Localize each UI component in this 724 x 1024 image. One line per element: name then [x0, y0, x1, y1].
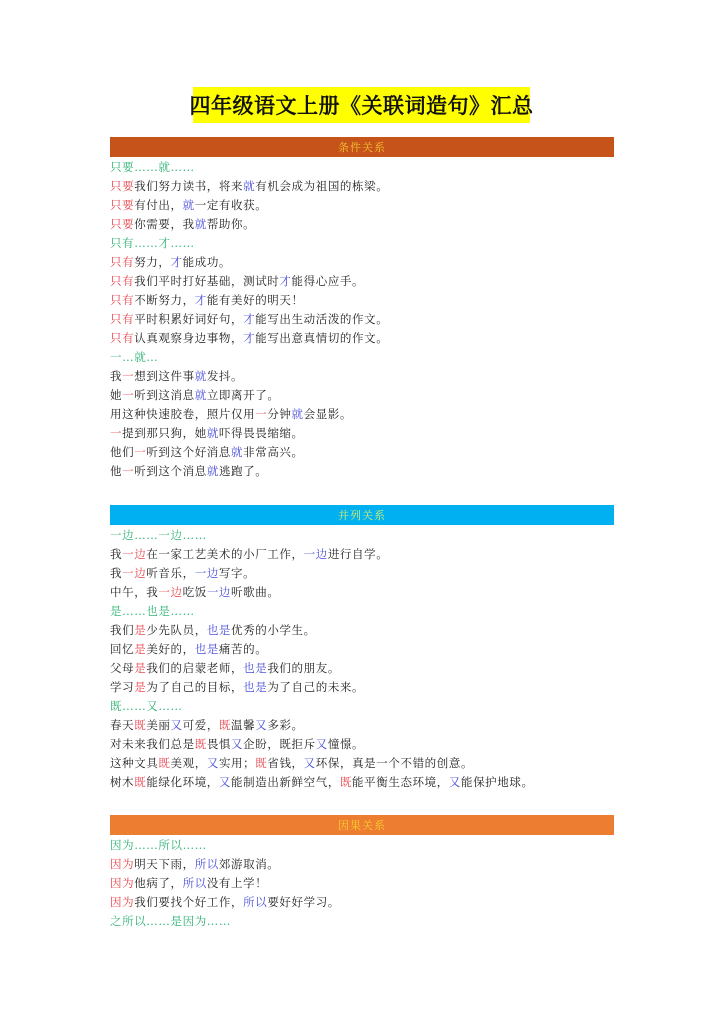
- connective-second: 才: [170, 255, 183, 269]
- sentence-text: 逃跑了。: [218, 464, 268, 478]
- sentence-text: 能保护地球。: [460, 775, 534, 789]
- sentence-text: 能写出生动活泼的作文。: [255, 312, 389, 326]
- sentence-text: 中午，我: [110, 585, 159, 599]
- title-banner: [189, 87, 534, 123]
- connective-first: 一: [110, 426, 123, 440]
- section-banner-label: 因果关系: [338, 819, 386, 832]
- connective-first: 一边: [158, 585, 183, 599]
- example-sentence: [110, 253, 614, 272]
- sentence-text: 这种文具: [110, 756, 159, 770]
- connective-first: 只有: [110, 312, 135, 326]
- connective-second: 就: [182, 198, 195, 212]
- connective-second: 又: [303, 756, 316, 770]
- connective-first: 只有: [110, 293, 135, 307]
- sentence-text: 能平衡生态环境，: [352, 775, 449, 789]
- sentence-text: 我们的启蒙老师，: [146, 661, 244, 675]
- connective-first: 既: [134, 718, 147, 732]
- section-coordinate: [110, 505, 614, 792]
- connective-first: 只要: [110, 179, 135, 193]
- connective-first: 既: [255, 756, 268, 770]
- section-banner: [110, 505, 614, 525]
- pattern-text: 之所以……是因为……: [110, 914, 231, 928]
- connective-first: 因为: [110, 895, 135, 909]
- sentence-text: 他们: [110, 445, 135, 459]
- connective-second: 所以: [182, 876, 207, 890]
- sentence-text: 我: [110, 369, 123, 383]
- connective-first: 一边: [122, 566, 147, 580]
- example-sentence: [110, 545, 614, 564]
- sentence-text: 我们努力读书，将来: [134, 179, 244, 193]
- sentence-text: 不断努力，: [134, 293, 195, 307]
- connective-second: 所以: [194, 857, 219, 871]
- sentence-text: 吓得畏畏缩缩。: [218, 426, 304, 440]
- pattern-text: 既……又……: [110, 699, 183, 713]
- connective-second: 就: [194, 388, 207, 402]
- connective-first: 既: [194, 737, 207, 751]
- example-sentence: [110, 196, 614, 215]
- section-banner: [110, 137, 614, 157]
- connective-first: 一边: [122, 547, 147, 561]
- sentence-text: 我: [110, 547, 123, 561]
- example-sentence: [110, 621, 614, 640]
- sentence-list: [110, 158, 614, 481]
- sentence-text: 听音乐，: [146, 566, 195, 580]
- connective-second: 就: [206, 464, 219, 478]
- example-sentence: [110, 583, 614, 602]
- pattern-text: 是……也是……: [110, 604, 195, 618]
- sentence-text: 环保，真是一个不错的创意。: [315, 756, 474, 770]
- sentence-text: 少先队员，: [146, 623, 207, 637]
- example-sentence: [110, 874, 614, 893]
- connective-first: 既: [339, 775, 353, 789]
- example-sentence: [110, 215, 614, 234]
- connective-second: 一边: [206, 585, 232, 599]
- example-sentence: [110, 678, 614, 697]
- sentence-text: 痛苦的。: [218, 642, 268, 656]
- sentence-text: 帮助你。: [206, 217, 256, 231]
- example-sentence: [110, 443, 614, 462]
- example-sentence: [110, 773, 614, 792]
- connective-first: 一: [134, 445, 147, 459]
- sentence-text: 进行自学。: [327, 547, 389, 561]
- sentence-text: 听到这个消息: [134, 464, 207, 478]
- sentence-text: 美观，: [170, 756, 207, 770]
- sentence-text: 他: [110, 464, 123, 478]
- pattern-text: 只要……就……: [110, 160, 195, 174]
- connective-second: 就: [231, 445, 244, 459]
- connective-second: 也是: [243, 680, 268, 694]
- example-sentence: [110, 291, 614, 310]
- example-sentence: [110, 177, 614, 196]
- example-sentence: [110, 462, 614, 481]
- example-sentence: [110, 893, 614, 912]
- example-sentence: [110, 659, 614, 678]
- connective-second: 所以: [243, 895, 268, 909]
- example-sentence: [110, 735, 614, 754]
- sentence-text: 听到这消息: [134, 388, 195, 402]
- sentence-text: 写字。: [218, 566, 256, 580]
- sentence-text: 省钱，: [267, 756, 304, 770]
- example-sentence: [110, 386, 614, 405]
- connective-second: 才: [243, 312, 256, 326]
- sentence-text: 有付出，: [134, 198, 183, 212]
- connective-second: 就: [206, 426, 219, 440]
- sentence-text: 实用；: [218, 756, 256, 770]
- example-sentence: [110, 716, 614, 735]
- section-banner-label: 并列关系: [338, 509, 386, 522]
- sentence-text: 听歌曲。: [231, 585, 280, 599]
- sentence-text: 有机会成为祖国的栋梁。: [255, 179, 389, 193]
- sentence-list: [110, 526, 614, 792]
- connective-first: 既: [158, 756, 171, 770]
- connective-second: 也是: [243, 661, 268, 675]
- connective-second: 就: [291, 407, 304, 421]
- example-sentence: [110, 564, 614, 583]
- connective-second: 又: [170, 718, 183, 732]
- pattern-heading: [110, 912, 614, 931]
- pattern-heading: [110, 158, 614, 177]
- connective-first: 只有: [110, 331, 135, 345]
- sentence-text: 畏惧: [206, 737, 232, 751]
- connective-second: 又: [448, 775, 461, 789]
- sentence-text: 憧憬。: [327, 737, 365, 751]
- sentence-text: 她: [110, 388, 123, 402]
- sentence-text: 用这种快速胶卷，照片仅用: [110, 407, 256, 421]
- pattern-text: 只有……才……: [110, 236, 195, 250]
- sentence-text: 要好好学习。: [267, 895, 340, 909]
- example-sentence: [110, 754, 614, 773]
- sentence-text: 在一家工艺美术的小厂工作，: [146, 547, 304, 561]
- sentence-text: 对未来我们总是: [110, 737, 195, 751]
- sentence-text: 能制造出新鲜空气，: [231, 775, 340, 789]
- connective-second: 才: [194, 293, 207, 307]
- sentence-text: 分钟: [267, 407, 292, 421]
- sentence-text: 春天: [110, 718, 135, 732]
- connective-first: 是: [134, 661, 147, 675]
- sentence-text: 能得心应手。: [291, 274, 365, 288]
- example-sentence: [110, 640, 614, 659]
- sentence-text: 一定有收获。: [194, 198, 268, 212]
- example-sentence: [110, 310, 614, 329]
- page-title: 四年级语文上册《关联词造句》汇总: [189, 94, 534, 118]
- sentence-text: 会显影。: [303, 407, 353, 421]
- sentence-text: 我们要找个好工作，: [134, 895, 244, 909]
- sentence-text: 多彩。: [267, 718, 304, 732]
- example-sentence: [110, 367, 614, 386]
- connective-second: 就: [194, 369, 207, 383]
- sentence-text: 我们的朋友。: [267, 661, 340, 675]
- sentence-text: 为了自己的目标，: [146, 680, 244, 694]
- sentence-text: 平时积累好词好句，: [134, 312, 244, 326]
- sentence-text: 提到那只狗，她: [122, 426, 207, 440]
- example-sentence: [110, 272, 614, 291]
- pattern-text: 因为……所以……: [110, 838, 207, 852]
- connective-second: 就: [243, 179, 256, 193]
- pattern-text: 一边……一边……: [110, 528, 207, 542]
- section-banner-label: 条件关系: [338, 141, 386, 154]
- connective-first: 一: [122, 464, 135, 478]
- example-sentence: [110, 329, 614, 348]
- sentence-text: 你需要，我: [134, 217, 195, 231]
- sentence-text: 为了自己的未来。: [267, 680, 365, 694]
- sentence-text: 明天下雨，: [134, 857, 195, 871]
- section-banner: [110, 815, 614, 835]
- pattern-heading: [110, 602, 614, 621]
- connective-first: 一: [122, 369, 135, 383]
- connective-first: 一: [255, 407, 268, 421]
- sentence-text: 优秀的小学生。: [231, 623, 316, 637]
- section-condition: [110, 137, 614, 481]
- connective-first: 因为: [110, 876, 135, 890]
- connective-first: 既: [218, 718, 232, 732]
- sentence-text: 温馨: [231, 718, 256, 732]
- connective-second: 又: [231, 737, 244, 751]
- connective-first: 因为: [110, 857, 135, 871]
- example-sentence: [110, 855, 614, 874]
- sentence-text: 我们平时打好基础，测试时: [134, 274, 280, 288]
- sentence-text: 能成功。: [182, 255, 232, 269]
- connective-first: 是: [134, 642, 147, 656]
- sentence-text: 立即离开了。: [206, 388, 280, 402]
- connective-second: 才: [243, 331, 256, 345]
- connective-first: 是: [134, 623, 147, 637]
- sentence-text: 美好的，: [146, 642, 195, 656]
- connective-second: 也是: [206, 623, 232, 637]
- sentence-text: 能有美好的明天！: [206, 293, 304, 307]
- connective-first: 一: [122, 388, 135, 402]
- pattern-heading: [110, 348, 614, 367]
- example-sentence: [110, 424, 614, 443]
- example-sentence: [110, 405, 614, 424]
- sentence-text: 吃饭: [182, 585, 207, 599]
- connective-first: 只有: [110, 274, 135, 288]
- sentence-text: 美丽: [146, 718, 171, 732]
- connective-second: 就: [194, 217, 207, 231]
- pattern-heading: [110, 234, 614, 253]
- connective-first: 既: [134, 775, 147, 789]
- pattern-heading: [110, 836, 614, 855]
- sentence-text: 发抖。: [206, 369, 244, 383]
- connective-first: 只有: [110, 255, 135, 269]
- connective-second: 又: [206, 756, 219, 770]
- connective-second: 又: [218, 775, 232, 789]
- sentence-text: 非常高兴。: [243, 445, 304, 459]
- sentence-text: 我们: [110, 623, 135, 637]
- sentence-list: [110, 836, 614, 931]
- section-cause-effect: [110, 815, 614, 931]
- connective-first: 只要: [110, 198, 135, 212]
- sentence-text: 努力，: [134, 255, 171, 269]
- sentence-text: 郊游取消。: [218, 857, 280, 871]
- sentence-text: 他病了，: [134, 876, 183, 890]
- sentence-text: 学习: [110, 680, 135, 694]
- connective-first: 只要: [110, 217, 135, 231]
- pattern-text: 一…就…: [110, 350, 159, 364]
- pattern-heading: [110, 526, 614, 545]
- sentence-text: 想到这件事: [134, 369, 195, 383]
- sentence-text: 我: [110, 566, 123, 580]
- connective-first: 是: [134, 680, 147, 694]
- sentence-text: 听到这个好消息: [146, 445, 232, 459]
- sentence-text: 企盼，既拒斥: [243, 737, 316, 751]
- sentence-text: 能写出意真情切的作文。: [255, 331, 389, 345]
- sentence-text: 可爱，: [182, 718, 219, 732]
- connective-second: 一边: [194, 566, 219, 580]
- pattern-heading: [110, 697, 614, 716]
- connective-second: 才: [279, 274, 292, 288]
- connective-second: 也是: [194, 642, 219, 656]
- sentence-text: 能绿化环境，: [146, 775, 219, 789]
- connective-second: 又: [315, 737, 328, 751]
- connective-second: 一边: [303, 547, 328, 561]
- sentence-text: 回忆: [110, 642, 135, 656]
- connective-second: 又: [255, 718, 268, 732]
- sentence-text: 认真观察身边事物，: [134, 331, 244, 345]
- sentence-text: 父母: [110, 661, 135, 675]
- sentence-text: 没有上学！: [206, 876, 268, 890]
- sentence-text: 树木: [110, 775, 135, 789]
